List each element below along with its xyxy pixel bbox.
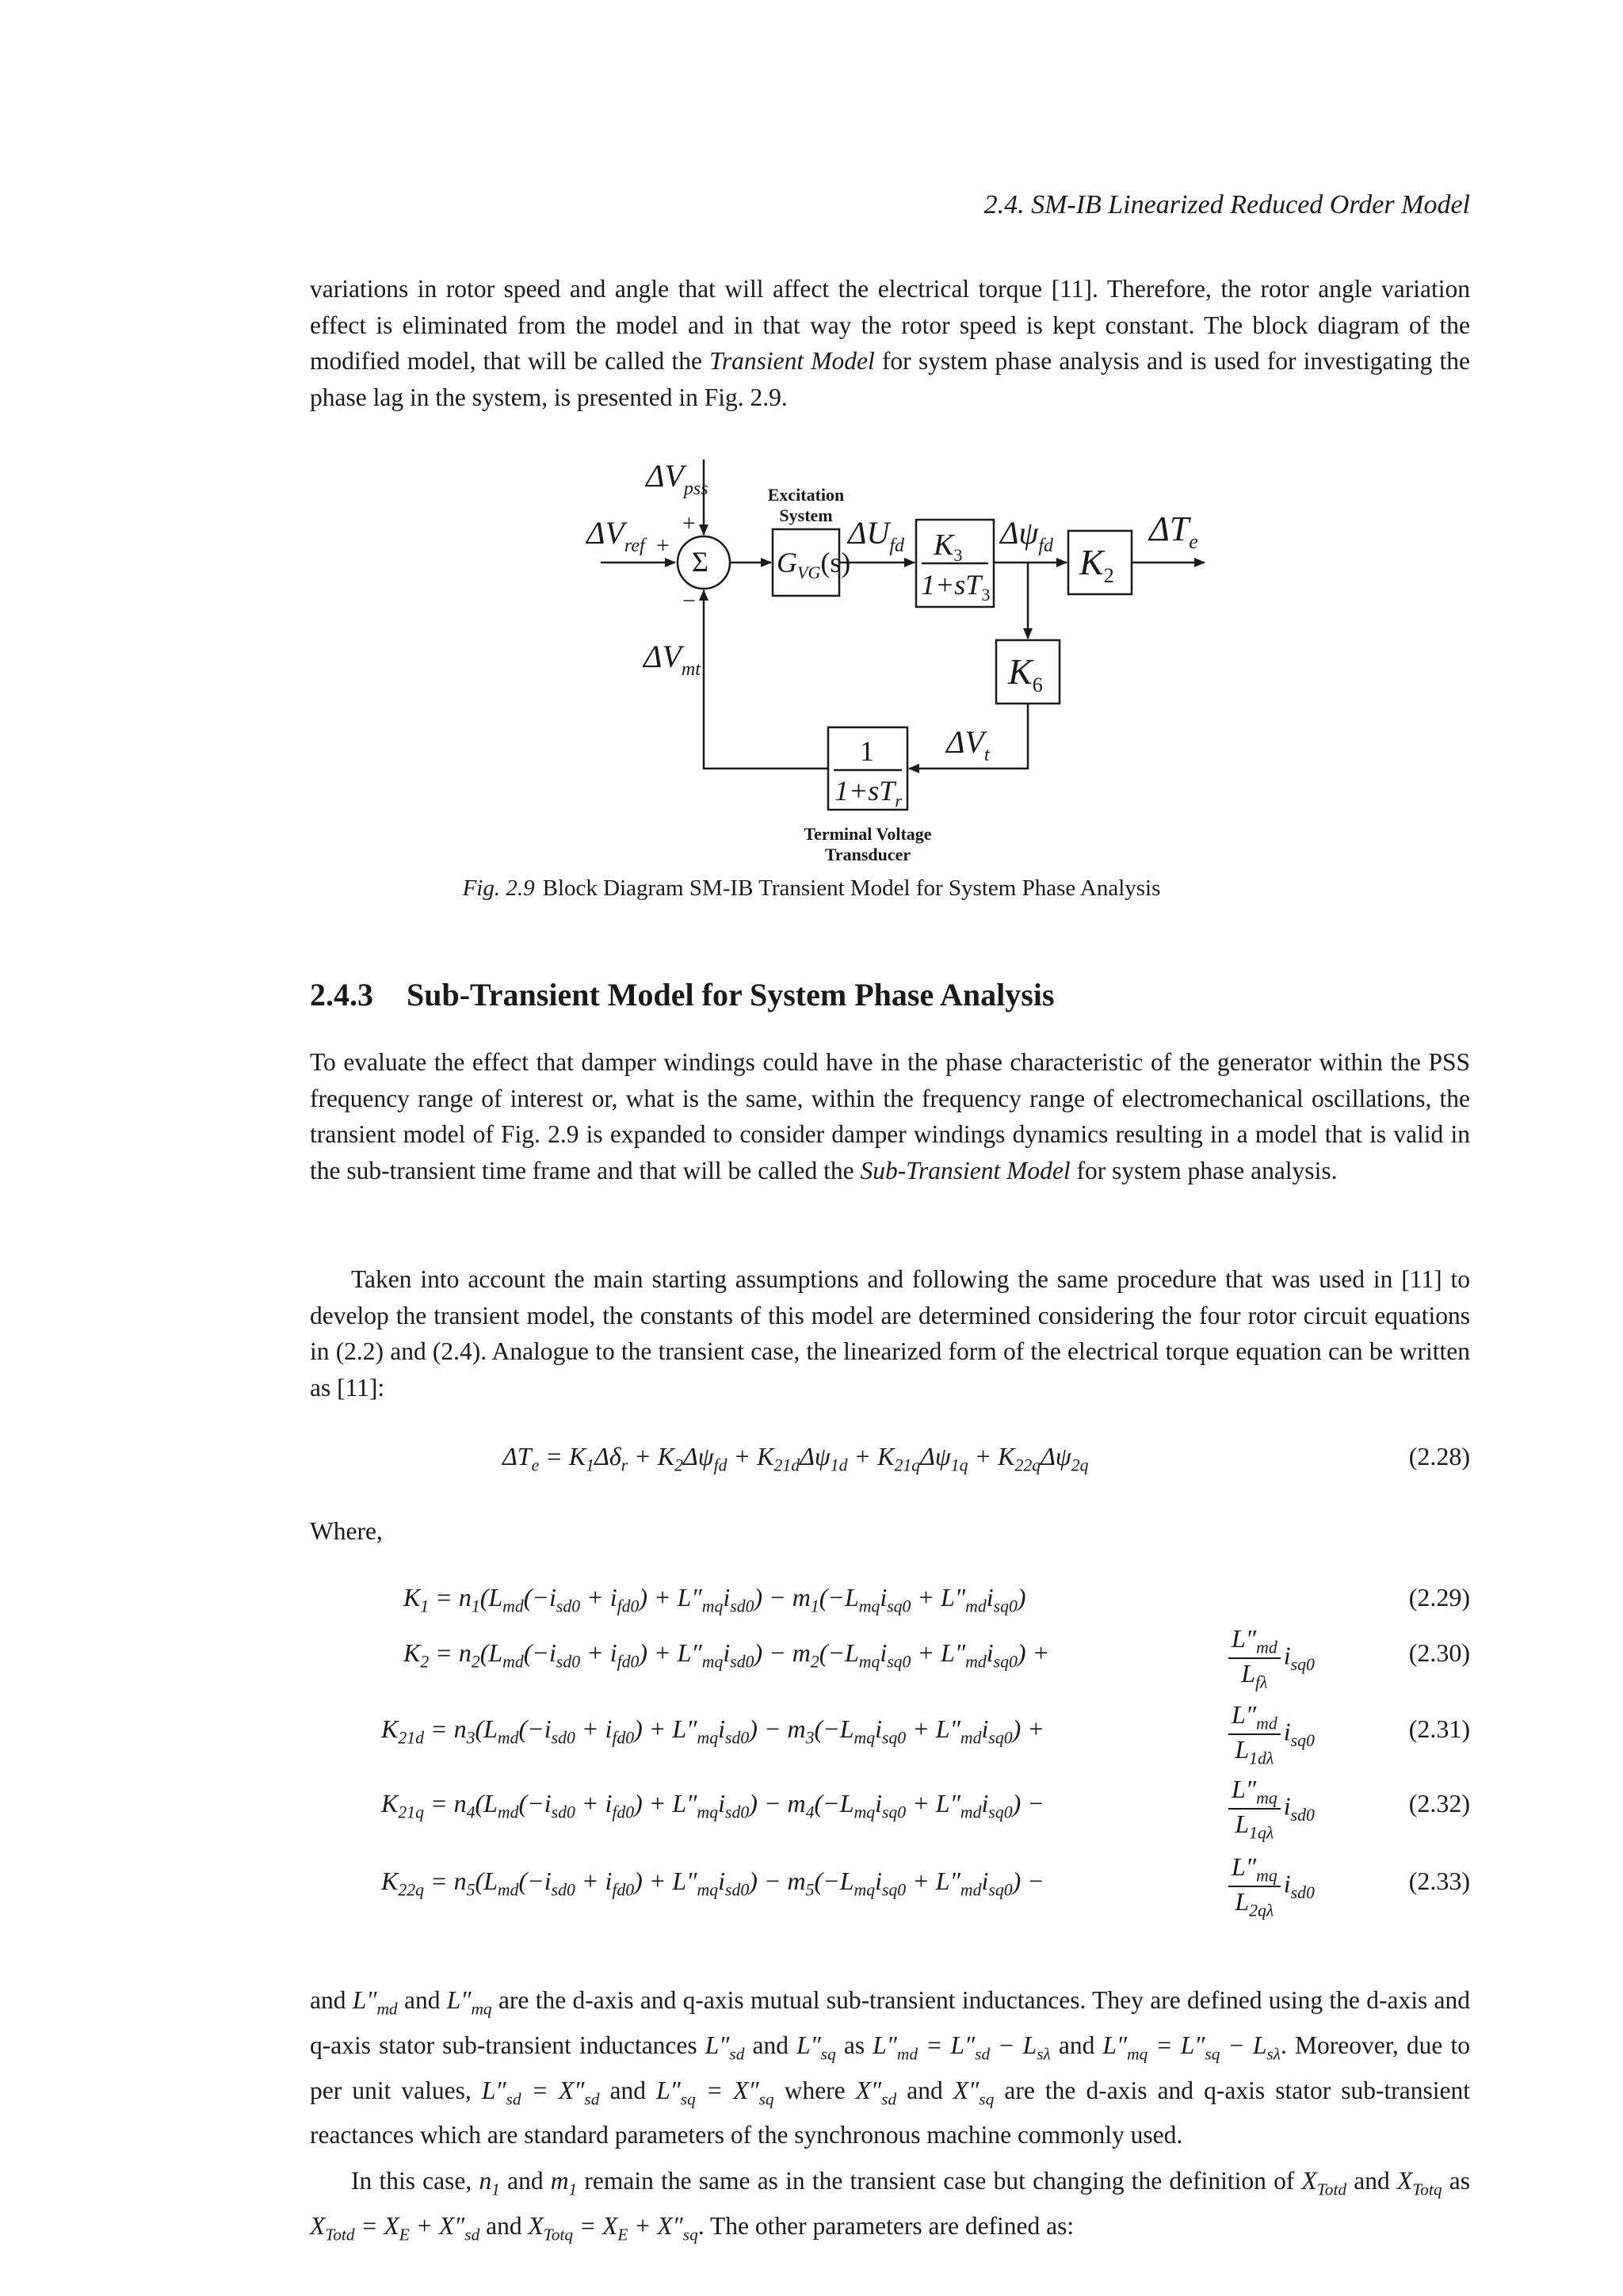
label-terminal-voltage: Terminal Voltage	[804, 824, 932, 844]
equation-number: (2.30)	[1408, 1638, 1470, 1667]
label-system: System	[779, 505, 833, 525]
sign-minus: −	[682, 588, 696, 614]
equation-number: (2.29)	[1408, 1583, 1470, 1611]
paragraph-mutual-inductances: and $L''_{md}$ and $L''_{mq}$ are the d-axis and q-axis mutual sub-transient inductances. They are defined using the d-axis and q-axis stator sub-transient inductances $L''_{sd}$ and $L''_{sq}$ as $L''_{md} = L''_{sd} - L_{s\lambda}$ and $L''_{mq} = L''_{sq} - L_{s\lambda}$. Moreover, due to per unit values, $L''_{sd} = X''_{sd}$ and $L''_{sq} = X''_{sq}$ where $X''_{sd}$ and $X''_{sq}$ are the d-axis and q-axis stator sub-transient reactances which are standard parameters of the synchronous machine commonly used.	[310, 1986, 1471, 2149]
gvg-label: $G_{VG}(s)$	[777, 547, 851, 582]
block-diagram	[0, 0, 1623, 871]
transducer-numerator: 1	[860, 735, 874, 767]
label-psifd: $\Delta\psi_{fd}$	[1000, 515, 1053, 556]
paragraph-assumptions: Taken into account the main starting assumptions and following the same procedure that was used in [11] to develop the transient model, the constants of this model are determined considering the four rotor circuit equations in (2.2) and (2.4). Analogue to the transient case, the linearized form of the electrical torque equation can be written as [11]:	[310, 1265, 1470, 1402]
figure-caption: Fig. 2.9 Block Diagram SM-IB Transient Model for System Phase Analysis	[462, 875, 1161, 901]
equation-number: (2.28)	[1408, 1442, 1470, 1470]
label-vpss: $\Delta V_{pss}$	[646, 458, 708, 499]
label-transducer: Transducer	[824, 845, 911, 864]
label-vref: $\Delta V_{ref}$	[586, 515, 645, 556]
equation-number: (2.31)	[1408, 1714, 1470, 1743]
k3-numerator: $K_3$	[934, 528, 963, 565]
section-heading: 2.4.3 Sub-Transient Model for System Phase Analysis	[310, 977, 1055, 1013]
equation-2-28-body: $\Delta T_e = K_1\Delta\delta_r + K_2\Delta\psi_{fd} + K_{21d}\Delta\psi_{1d} + K_{21q}\Delta\psi_{1q} + K_{22q}\Delta\psi_{2q}$	[502, 1442, 1089, 1475]
sign-plus-top: +	[682, 510, 696, 536]
transducer-denominator: $1+sT_r$	[834, 775, 902, 810]
label-ufd: $\Delta U_{fd}$	[848, 515, 905, 556]
paragraph-transient-case: In this case, $n_1$ and $m_1$ remain the same as in the transient case but changing the definition of $X_{Totd}$ and $X_{Totq}$ as $X_{Totd} = X_E + X''_{sd}$ and $X_{Totq} = X_E + X''_{sq}$. The other parameters are defined as:	[310, 2167, 1470, 2245]
paragraph-intro: variations in rotor speed and angle that will affect the electrical torque [11]. Therefore, the rotor angle variation effect is eliminated from the model and in that way the rotor speed is kept constant. The block diagram of the modified model, that will be called the Transient Model for system phase analysis and is used for investigating the phase lag in the system, is presented in Fig. 2.9.	[310, 275, 1470, 411]
k6-label: $K_6$	[1008, 651, 1043, 696]
k2-label: $K_2$	[1079, 542, 1114, 587]
label-vmt: $\Delta V_{mt}$	[643, 639, 701, 680]
where-label: Where,	[310, 1517, 383, 1545]
equation-number: (2.33)	[1408, 1867, 1470, 1895]
sum-symbol: Σ	[692, 546, 708, 578]
equation-number: (2.32)	[1408, 1789, 1470, 1817]
line-feedback	[704, 590, 828, 769]
label-te: $\Delta T_e$	[1149, 509, 1198, 553]
paragraph-subtransient: To evaluate the effect that damper windings could have in the phase characteristic of the generator within the PSS frequency range of interest or, what is the same, within the frequency range of electromechanical oscillations, the transient model of Fig. 2.9 is expanded to consider damper windings dynamics resulting in a model that is valid in the sub-transient time frame and that will be called the Sub-Transient Model for system phase analysis.	[310, 1048, 1470, 1184]
label-excitation: Excitation	[767, 485, 845, 505]
k3-denominator: $1+sT_3$	[921, 569, 991, 605]
sign-plus-left: +	[656, 532, 670, 559]
running-head: 2.4. SM-IB Linearized Reduced Order Model	[983, 190, 1470, 219]
label-vt: $\Delta V_t$	[946, 724, 990, 765]
